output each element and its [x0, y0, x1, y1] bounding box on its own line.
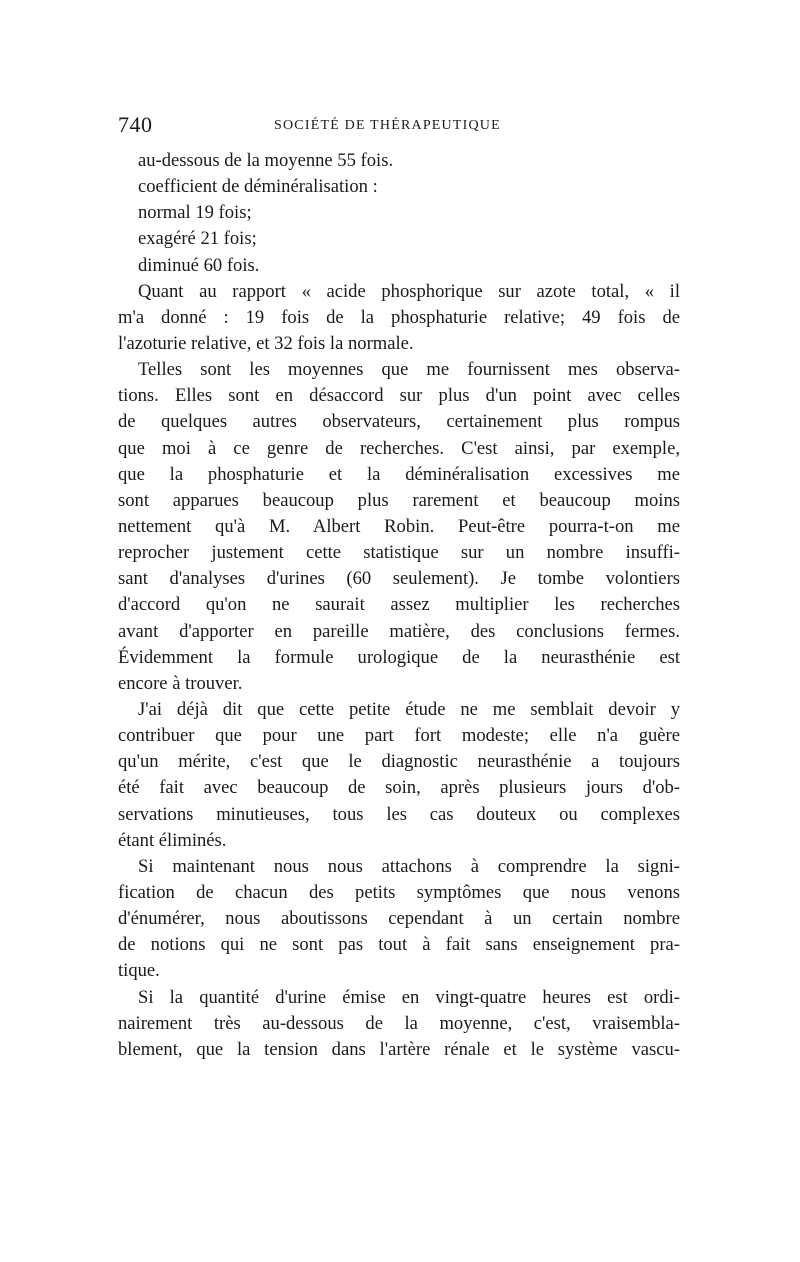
text-line: de quelques autres observateurs, certainement plus rompus [118, 411, 680, 433]
text-line: l'azoturie relative, et 32 fois la normale. [118, 332, 414, 354]
text-line: Si maintenant nous nous attachons à comprendre la signi- [138, 855, 680, 877]
text-line: que moi à ce genre de recherches. C'est ainsi, par exemple, [118, 437, 680, 459]
text-line: au-dessous de la moyenne 55 fois. [138, 150, 394, 171]
text-line: J'ai déjà dit que cette petite étude ne me semblait devoir y [138, 698, 680, 720]
text-line: Quant au rapport « acide phosphorique sur azote total, « il [138, 280, 680, 302]
text-line: normal 19 fois; [138, 202, 252, 224]
text-line: que la phosphaturie et la déminéralisation excessives me [118, 463, 680, 485]
text-line: exagéré 21 fois; [138, 228, 257, 250]
text-line: avant d'apporter en pareille matière, des conclusions fermes. [118, 620, 680, 642]
text-line: Si la quantité d'urine émise en vingt-quatre heures est ordi- [138, 986, 680, 1008]
text-line: sont apparues beaucoup plus rarement et beaucoup moins [118, 489, 680, 511]
text-line: tions. Elles sont en désaccord sur plus d'un point avec celles [118, 385, 680, 407]
text-line: Évidemment la formule urologique de la neurasthénie est [118, 646, 680, 668]
text-line: Telles sont les moyennes que me fournissent mes observa- [138, 359, 680, 381]
text-line: nettement qu'à M. Albert Robin. Peut-être pourra-t-on me [118, 515, 680, 537]
text-line: sant d'analyses d'urines (60 seulement). Je tombe volontiers [118, 568, 680, 590]
text-line: reprocher justement cette statistique sur un nombre insuffi- [118, 542, 680, 564]
text-line: coefficient de déminéralisation : [138, 176, 378, 198]
text-line: de notions qui ne sont pas tout à fait sans enseignement pra- [118, 934, 680, 956]
page-number: 740 [118, 112, 153, 137]
text-line: qu'un mérite, c'est que le diagnostic neurasthénie a toujours [118, 751, 680, 773]
text-line: blement, que la tension dans l'artère rénale et le système vascu- [118, 1038, 680, 1060]
text-line: d'accord qu'on ne saurait assez multiplier les recherches [118, 594, 680, 616]
text-line: contribuer que pour une part fort modeste; elle n'a guère [118, 725, 680, 747]
text-line: encore à trouver. [118, 672, 243, 694]
text-line: étant éliminés. [118, 829, 227, 851]
body-text [118, 148, 680, 1063]
text-line: tique. [118, 960, 160, 982]
text-line: servations minutieuses, tous les cas douteux ou complexes [118, 803, 680, 825]
text-line: été fait avec beaucoup de soin, après plusieurs jours d'ob- [118, 777, 680, 799]
text-line: diminué 60 fois. [138, 254, 260, 276]
running-head: SOCIÉTÉ DE THÉRAPEUTIQUE [274, 118, 501, 133]
text-line: d'énumérer, nous aboutissons cependant à un certain nombre [118, 908, 680, 930]
text-line: fication de chacun des petits symptômes que nous venons [118, 881, 680, 903]
page-header [118, 112, 680, 142]
text-line: m'a donné : 19 fois de la phosphaturie relative; 49 fois de [118, 306, 680, 328]
text-line: nairement très au-dessous de la moyenne, c'est, vraisembla- [118, 1012, 680, 1034]
